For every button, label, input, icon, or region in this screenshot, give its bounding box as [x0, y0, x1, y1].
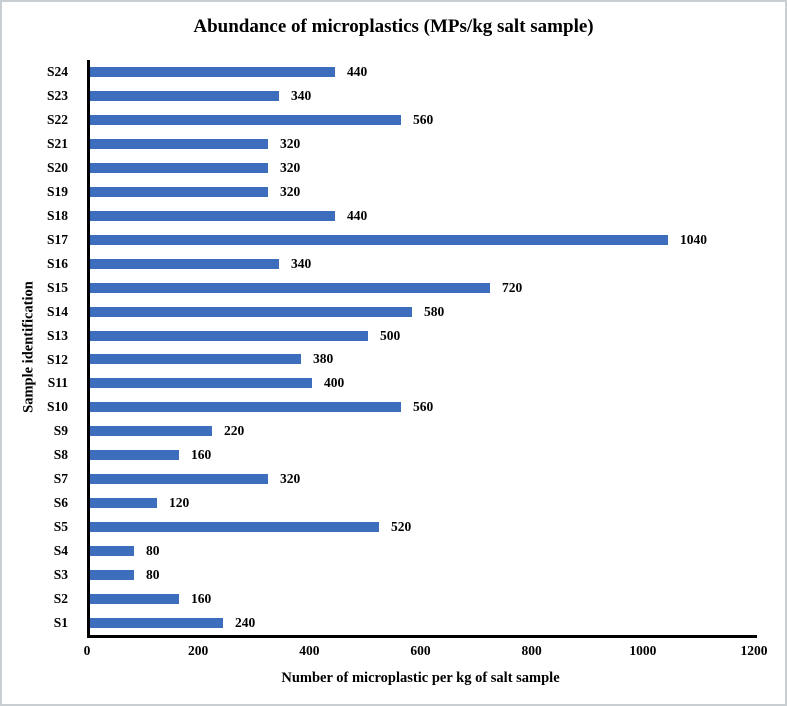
y-tick-label-S4: S4 [53, 543, 68, 559]
bar-value-label-S16: 340 [291, 255, 312, 271]
bar-S13 [90, 331, 368, 341]
bar-S14 [90, 307, 412, 317]
x-tick-labels [83, 643, 768, 661]
bar-S6 [90, 498, 157, 508]
bar-value-label-S19: 320 [280, 183, 301, 199]
bar-value-label-S1: 240 [235, 615, 256, 631]
x-tick-label-400: 400 [299, 643, 320, 658]
bar-value-label-S8: 160 [191, 447, 212, 463]
bar-value-label-S4: 80 [146, 543, 160, 559]
y-axis-title: Sample identification [20, 281, 37, 413]
bar-S8 [90, 450, 179, 460]
y-tick-label-S21: S21 [46, 135, 68, 151]
y-tick-label-S16: S16 [46, 255, 68, 271]
bar-S11 [90, 378, 312, 388]
y-tick-label-S2: S2 [53, 591, 68, 607]
y-tick-label-S14: S14 [46, 303, 68, 319]
x-tick-label-1200: 1200 [740, 643, 768, 658]
y-tick-label-S10: S10 [46, 399, 68, 415]
bar-S19 [90, 187, 268, 197]
bar-S15 [90, 283, 490, 293]
bar-value-label-S6: 120 [169, 495, 190, 511]
bar-S23 [90, 91, 279, 101]
y-tick-label-S18: S18 [46, 207, 68, 223]
bar-value-label-S7: 320 [280, 471, 301, 487]
bar-S12 [90, 354, 301, 364]
y-tick-label-S9: S9 [53, 423, 68, 439]
y-tick-label-S13: S13 [46, 327, 68, 343]
chart-title: Abundance of microplastics (MPs/kg salt sample) [193, 16, 594, 37]
bar-S1 [90, 618, 223, 628]
bar-value-label-S9: 220 [224, 423, 245, 439]
bar-S21 [90, 139, 268, 149]
bar-value-label-S22: 560 [413, 111, 434, 127]
bar-S2 [90, 594, 179, 604]
bar-value-label-S2: 160 [191, 591, 212, 607]
bar-value-label-S11: 400 [324, 375, 345, 391]
x-tick-label-1000: 1000 [629, 643, 657, 658]
y-tick-label-S19: S19 [46, 183, 68, 199]
y-tick-label-S20: S20 [46, 159, 68, 175]
plot-area [87, 60, 757, 638]
bar-S16 [90, 259, 279, 269]
bar-value-label-S21: 320 [280, 135, 301, 151]
x-axis-title: Number of microplastic per kg of salt sample [281, 670, 560, 686]
y-tick-labels [2, 60, 78, 635]
y-tick-label-S24: S24 [46, 64, 68, 79]
bar-S3 [90, 570, 134, 580]
bar-S10 [90, 402, 401, 412]
y-tick-label-S23: S23 [46, 87, 68, 103]
y-tick-label-S1: S1 [53, 615, 68, 631]
bar-value-label-S10: 560 [413, 399, 434, 415]
bar-S17 [90, 235, 668, 245]
bar-value-label-S13: 500 [380, 327, 401, 343]
bar-S24 [90, 67, 335, 77]
bar-S5 [90, 522, 379, 532]
x-tick-label-800: 800 [521, 643, 542, 658]
y-tick-label-S15: S15 [46, 279, 68, 295]
y-tick-label-S8: S8 [53, 447, 68, 463]
bar-S22 [90, 115, 401, 125]
bar-value-label-S24: 440 [347, 63, 368, 79]
bar-S4 [90, 546, 134, 556]
bar-S9 [90, 426, 212, 436]
y-tick-label-S3: S3 [53, 567, 68, 583]
bar-value-label-S12: 380 [313, 351, 334, 367]
y-tick-label-S7: S7 [53, 471, 68, 487]
bar-value-label-S17: 1040 [680, 231, 707, 247]
y-tick-label-S6: S6 [53, 495, 68, 511]
y-tick-label-S12: S12 [46, 351, 68, 367]
bar-S7 [90, 474, 268, 484]
bar-value-label-S14: 580 [424, 303, 445, 319]
bar-value-label-S20: 320 [280, 159, 301, 175]
bar-value-label-S23: 340 [291, 87, 312, 103]
bar-value-label-S18: 440 [347, 207, 368, 223]
bar-S18 [90, 211, 335, 221]
bar-value-label-S3: 80 [146, 567, 160, 583]
x-tick-label-200: 200 [188, 643, 209, 658]
x-tick-label-600: 600 [410, 643, 431, 658]
y-tick-label-S5: S5 [53, 519, 68, 535]
y-tick-label-S11: S11 [47, 375, 68, 391]
y-tick-label-S22: S22 [46, 111, 68, 127]
bar-S20 [90, 163, 268, 173]
bar-value-label-S5: 520 [391, 519, 412, 535]
x-tick-label-0: 0 [83, 643, 91, 658]
y-tick-label-S17: S17 [46, 231, 68, 247]
bar-value-label-S15: 720 [502, 279, 523, 295]
